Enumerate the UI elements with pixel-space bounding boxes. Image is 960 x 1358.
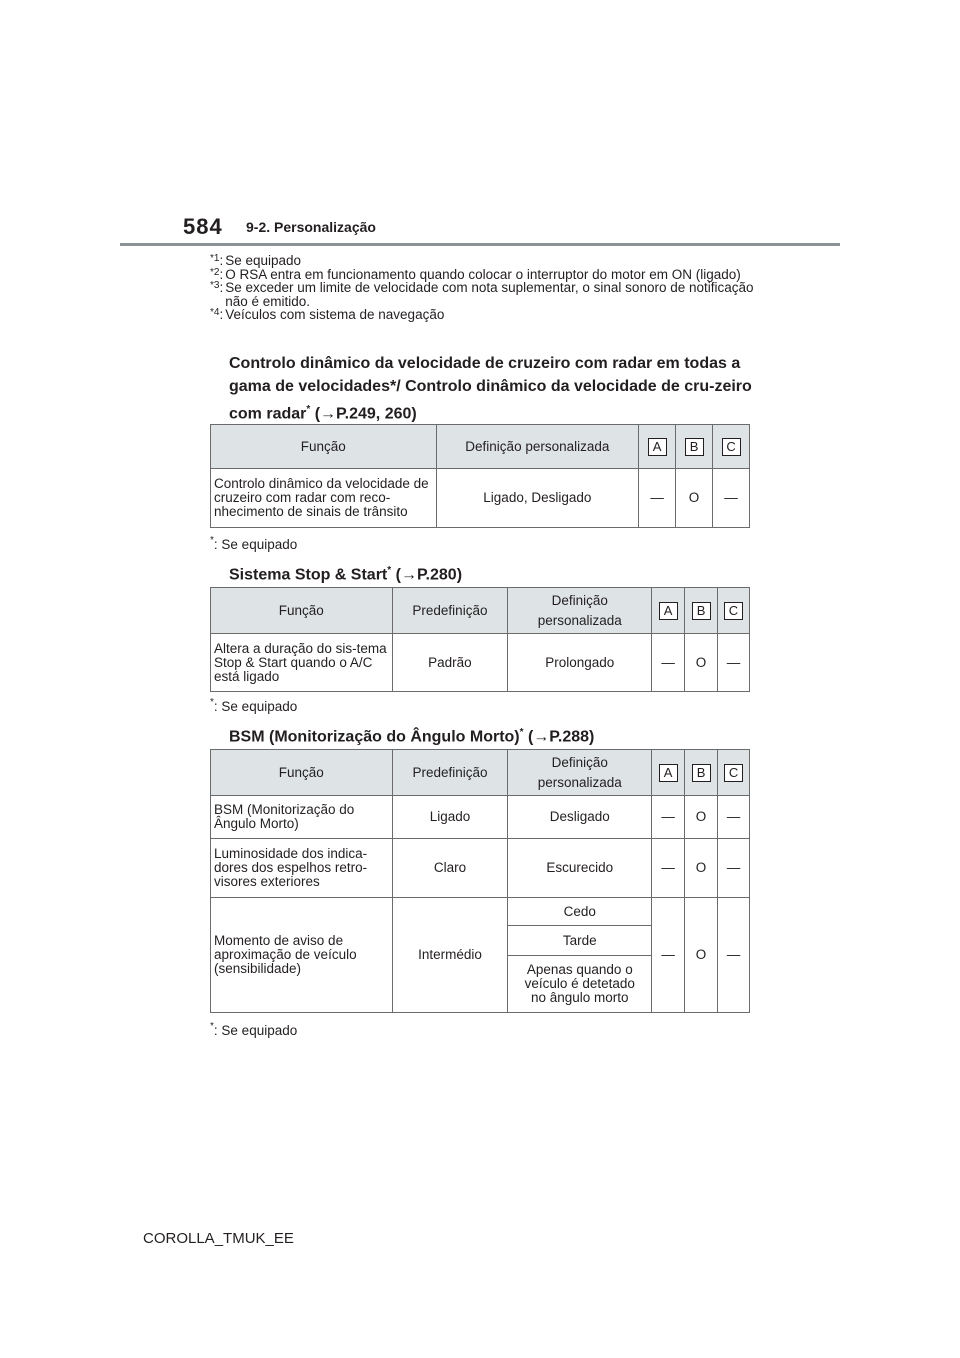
table-row: Controlo dinâmico da velocidade de cruzeiro com radar com reco-nhecimento de sinais de trânsito Ligado, Desligado — O — <box>211 469 750 528</box>
table-row: Altera a duração do sis-tema Stop & Start quando o A/C está ligado Padrão Prolongado — O — <box>211 634 750 692</box>
table-header-row: Função Predefinição Definição personalizada A B C <box>211 588 750 634</box>
section-heading-bsm: BSM (Monitorização do Ângulo Morto)* (→P.288) <box>229 727 595 746</box>
section-title: 9-2. Personalização <box>246 219 376 235</box>
stop-start-table <box>210 587 750 692</box>
section-heading-cruise-control: Controlo dinâmico da velocidade de cruzeiro com radar em todas a gama de velocidades*/ Controlo dinâmico da velocidade de cru-zeiro com radar* (→P.249, 260) <box>229 355 752 423</box>
col-b: B <box>676 425 713 469</box>
header-divider <box>120 243 840 246</box>
cruise-control-table <box>210 424 750 528</box>
col-custom: Definição personalizada <box>436 425 639 469</box>
page-number: 584 <box>183 214 223 239</box>
table-row: Tarde <box>211 926 750 956</box>
table-row: BSM (Monitorização do Ângulo Morto) Ligado Desligado — O — <box>211 796 750 839</box>
footnotes <box>210 254 770 322</box>
footer-doc-code: COROLLA_TMUK_EE <box>143 1230 294 1247</box>
table-header-row: Função Predefinição Definição personalizada A B C <box>211 750 750 796</box>
footnote: $^{*1}$: Se equipado <box>210 253 302 268</box>
col-a: A <box>639 425 676 469</box>
table-note: *: Se equipado <box>210 535 298 552</box>
table-header-row <box>211 425 750 469</box>
table-row: Luminosidade dos indica-dores dos espelhos retro-visores exteriores Claro Escurecido — O — <box>211 839 750 898</box>
col-function: Função <box>211 425 437 469</box>
footnote: $^{*2}$: O RSA entra em funcionamento quando colocar o interruptor do motor em ON (ligado) <box>210 266 741 282</box>
table-row: Momento de aviso de aproximação de veículo (sensibilidade) Intermédio Cedo — O — <box>211 898 750 926</box>
col-c: C <box>713 425 750 469</box>
bsm-table <box>210 749 750 1013</box>
footnote: $^{*3}$: Se exceder um limite de velocidade com nota suplementar, o sinal sonoro de notificação não é emitido. <box>210 280 754 309</box>
table-row: Apenas quando o veículo é detetado no ângulo morto <box>211 956 750 1013</box>
table-note: *: Se equipado <box>210 1021 298 1038</box>
footnote: $^{*4}$: Veículos com sistema de navegação <box>210 307 445 322</box>
section-heading-stop-start: Sistema Stop & Start* (→P.280) <box>229 565 463 584</box>
table-note: *: Se equipado <box>210 697 298 714</box>
